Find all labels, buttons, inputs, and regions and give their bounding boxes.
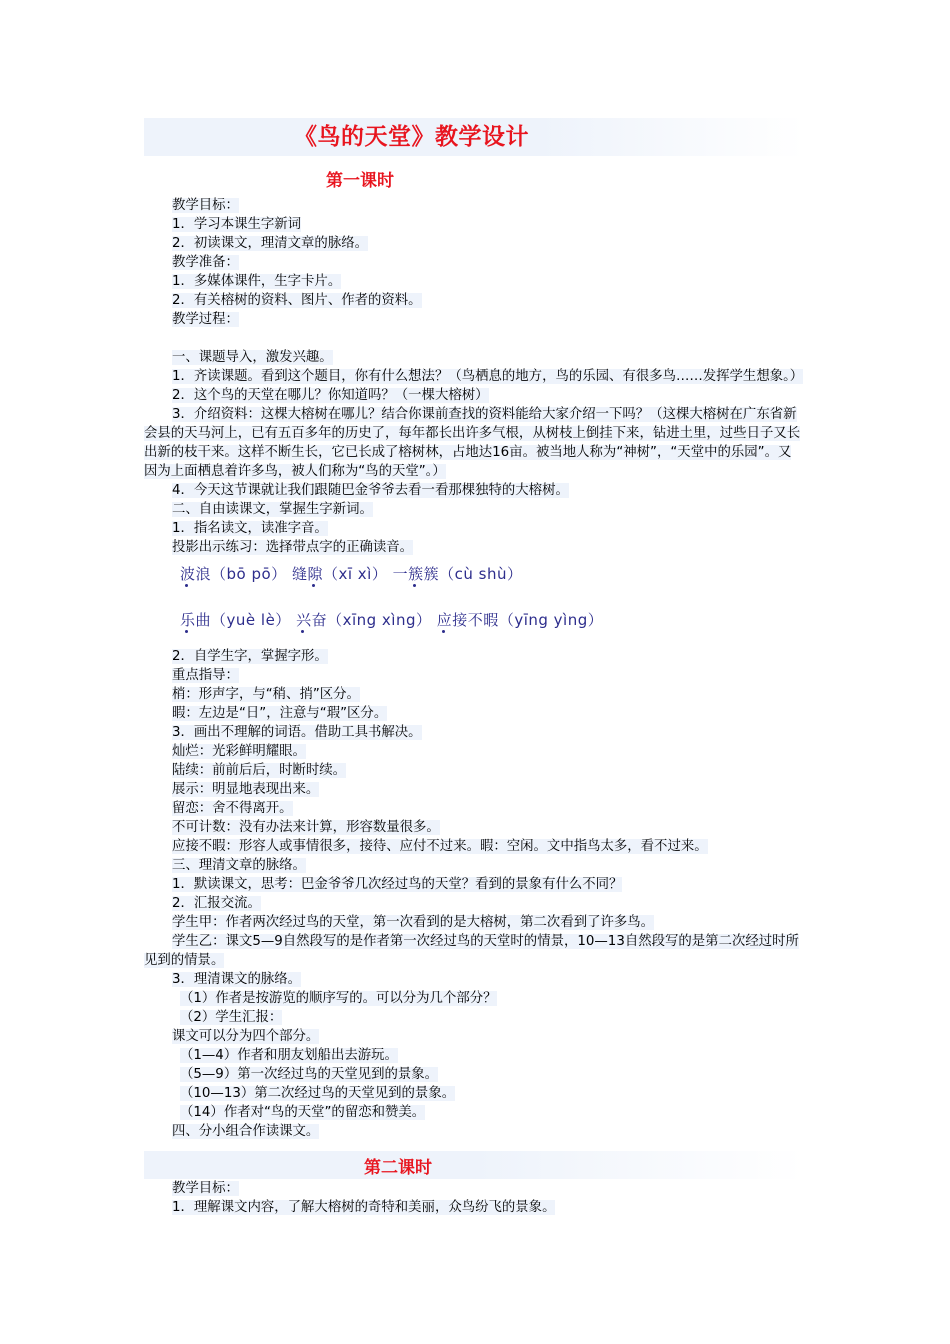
- paragraph: 课文可以分为四个部分。: [172, 1029, 320, 1044]
- paragraph: 一、课题导入，激发兴趣。: [172, 350, 333, 365]
- paragraph: 陆续：前前后后，时断时续。: [172, 763, 347, 778]
- paragraph: 3．理清课文的脉络。: [172, 972, 302, 987]
- paragraph: 2．有关榕树的资料、图片、作者的资料。: [172, 293, 422, 308]
- paragraph: 2．自学生字，掌握字形。: [172, 649, 328, 664]
- paragraph: 学生乙：课文5—9自然段写的是作者第一次经过鸟的天堂时的情景，10—13自然段写的是第二次经过时所见到的情景。: [144, 934, 799, 968]
- paragraph: 不可计数：没有办法来计算，形容数量很多。: [172, 820, 440, 835]
- paragraph: 梢：形声字，与“稍、捎”区分。: [172, 687, 360, 702]
- paragraph: 2．汇报交流。: [172, 896, 261, 911]
- paragraph: 二、自由读课文，掌握生字新词。: [172, 502, 373, 517]
- paragraph: 3．介绍资料：这棵大榕树在哪儿？结合你课前查找的资料能给大家介绍一下吗？（这棵大榕树在广东省新会县的天马河上，已有五百多年的历史了，每年都长出许多气根，从树枝上倒挂下来，钻进土里，过些日子又长出新的枝干来。这样不断生长，它已长成了榕树林，占地达16亩。被当地人称为“神树”，“天堂中的乐园”。又因为上面栖息着许多鸟，被人们称为“鸟的天堂”。）: [144, 407, 801, 479]
- paragraph: （14）作者对“鸟的天堂”的留恋和赞美。: [180, 1105, 426, 1120]
- paragraph: 投影出示练习：选择带点字的正确读音。: [172, 540, 414, 555]
- paragraph: 应接不暇：形容人或事情很多，接待、应付不过来。暇：空闲。文中指鸟太多，看不过来。: [172, 839, 708, 854]
- lesson-one-heading: [144, 156, 804, 196]
- paragraph: 灿烂：光彩鲜明耀眼。: [172, 744, 306, 759]
- paragraph: 2．这个鸟的天堂在哪儿？你知道吗？（一棵大榕树）: [172, 388, 489, 403]
- paragraph: （2）学生汇报：: [180, 1010, 283, 1025]
- paragraph: （1）作者是按游览的顺序写的。可以分为几个部分？: [180, 991, 497, 1006]
- lesson-one-text: 第一课时: [326, 171, 394, 191]
- paragraph: 1．齐读课题。看到这个题目，你有什么想法？（鸟栖息的地方，鸟的乐园、有很多鸟……发挥学生想象。）: [172, 369, 804, 384]
- paragraph: 4．今天这节课就让我们跟随巴金爷爷去看一看那棵独特的大榕树。: [172, 483, 569, 498]
- lesson-two-text: 第二课时: [364, 1158, 432, 1178]
- paragraph: 教学过程：: [172, 312, 239, 327]
- pinyin-exercise-row-2: 乐曲（yuè lè） 兴奋（xīng xìng） 应接不暇（yīng yìng）: [144, 607, 804, 647]
- paragraph: （5—9）第一次经过鸟的天堂见到的景象。: [180, 1067, 439, 1082]
- paragraph: 3．画出不理解的词语。借助工具书解决。: [172, 725, 422, 740]
- paragraph: 四、分小组合作读课文。: [172, 1124, 320, 1139]
- paragraph: 教学准备：: [172, 255, 239, 270]
- pinyin-exercise-row-1: 波浪（bō pō） 缝隙（xī xì） 一簇簇（cù shù）: [144, 561, 804, 607]
- paragraph: （10—13）第二次经过鸟的天堂见到的景象。: [180, 1086, 456, 1101]
- paragraph: 1．默读课文，思考：巴金爷爷几次经过鸟的天堂？看到的景象有什么不同？: [172, 877, 623, 892]
- paragraph: 教学目标：: [172, 198, 239, 213]
- paragraph: 2．初读课文，理清文章的脉络。: [172, 236, 368, 251]
- paragraph: 教学目标：: [172, 1181, 239, 1196]
- paragraph: 暇：左边是“日”，注意与“瑕”区分。: [172, 706, 388, 721]
- paragraph: 学生甲：作者两次经过鸟的天堂，第一次看到的是大榕树，第二次看到了许多鸟。: [172, 915, 655, 930]
- paragraph: （1—4）作者和朋友划船出去游玩。: [180, 1048, 398, 1063]
- paragraph: 展示：明显地表现出来。: [172, 782, 320, 797]
- paragraph: 1．多媒体课件，生字卡片。: [172, 274, 342, 289]
- document-title: [144, 118, 804, 156]
- paragraph: 三、理清文章的脉络。: [172, 858, 306, 873]
- paragraph: 1．理解课文内容，了解大榕树的奇特和美丽，众鸟纷飞的景象。: [172, 1200, 556, 1215]
- title-text: 《鸟的天堂》教学设计: [294, 124, 529, 150]
- paragraph: 重点指导：: [172, 668, 239, 683]
- paragraph: 1．学习本课生字新词: [172, 217, 302, 232]
- paragraph: 留恋：舍不得离开。: [172, 801, 293, 816]
- paragraph: 1．指名读文，读准字音。: [172, 521, 328, 536]
- lesson-two-heading: [144, 1151, 804, 1179]
- document-page: [144, 118, 804, 1217]
